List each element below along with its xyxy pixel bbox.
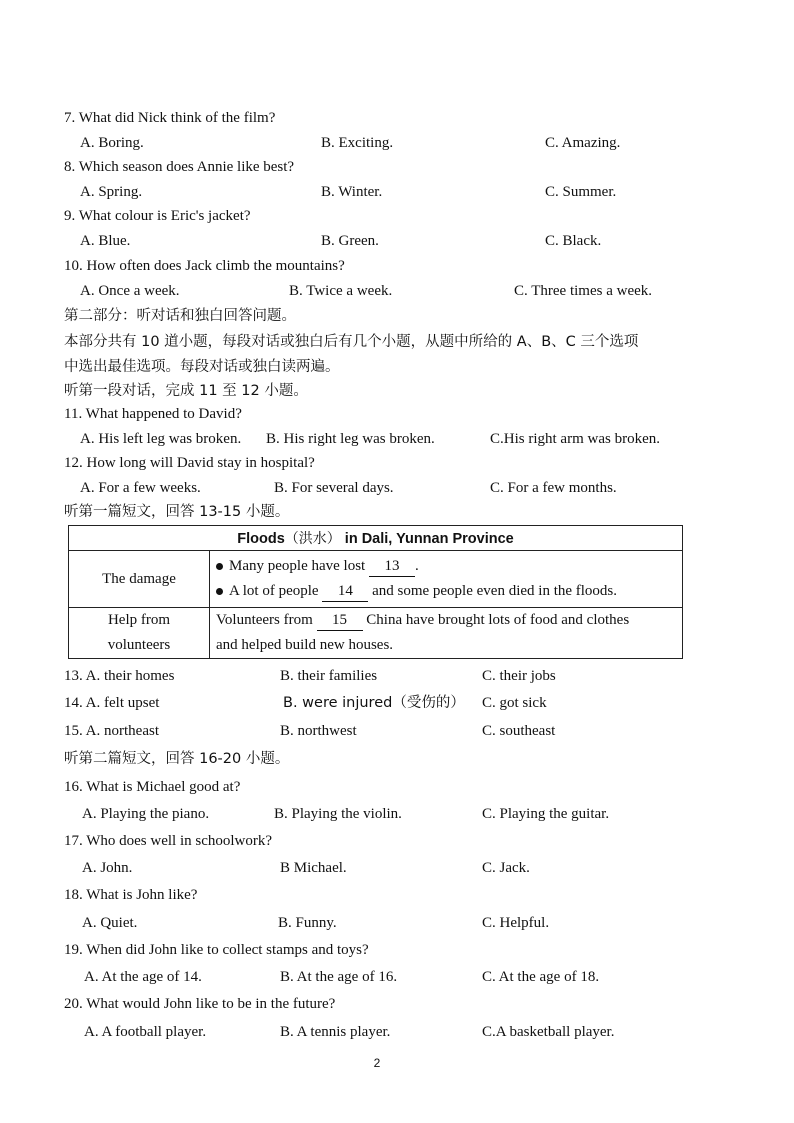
option-c: C. Summer.: [545, 184, 617, 200]
question-18: 18. What is John like?: [64, 887, 198, 903]
help-label: Help from volunteers: [69, 608, 210, 659]
option-a: A. A football player.: [84, 1024, 207, 1040]
question-16: 16. What is Michael good at?: [64, 779, 241, 795]
option-a: A. At the age of 14.: [84, 969, 202, 985]
blank-15: 15: [317, 610, 363, 631]
options-17: [0, 857, 794, 879]
question-9: 9. What colour is Eric's jacket?: [64, 208, 251, 224]
option-c: C. Jack.: [482, 860, 530, 876]
options-20: [0, 1021, 794, 1043]
bullet-icon: [216, 588, 223, 595]
options-19: [0, 966, 794, 988]
question-20: 20. What would John like to be in the future?: [64, 996, 336, 1012]
options-13: [0, 665, 794, 687]
section-instructions-1: 本部分共有 10 道小题，每段对话或独白后有几个小题，从题中所给的 A、B、C 三个选项: [64, 334, 639, 350]
options-8: [0, 181, 794, 203]
option-c: C. Playing the guitar.: [482, 806, 610, 822]
option-b: B. At the age of 16.: [280, 969, 398, 985]
damage-label: The damage: [69, 551, 210, 608]
question-11: 11. What happened to David?: [64, 406, 242, 422]
option-a: A. Blue.: [80, 233, 131, 249]
option-a: A. Spring.: [80, 184, 143, 200]
option-b: B. Playing the violin.: [274, 806, 402, 822]
page-number: 2: [373, 1056, 381, 1070]
option-a: A. Playing the piano.: [82, 806, 210, 822]
option-a: A. For a few weeks.: [80, 480, 201, 496]
bullet-icon: [216, 563, 223, 570]
question-19: 19. When did John like to collect stamps and toys?: [64, 942, 369, 958]
option-c: C. Black.: [545, 233, 602, 249]
option-b: B. were injured（受伤的）: [283, 695, 465, 711]
option-c: C. Amazing.: [545, 135, 621, 151]
section-heading: 第二部分：听对话和独白回答问题。: [64, 308, 296, 324]
dialogue-1-instructions: 听第一段对话，完成 11 至 12 小题。: [64, 383, 308, 399]
question-7: 7. What did Nick think of the film?: [64, 110, 276, 126]
options-15: [0, 720, 794, 742]
options-7: [0, 132, 794, 154]
option-a: 14. A. felt upset: [64, 695, 160, 711]
question-12: 12. How long will David stay in hospital?: [64, 455, 315, 471]
option-a: A. John.: [82, 860, 133, 876]
help-cell: Volunteers from 15 China have brought lots of food and clothes and helped build new houses.: [210, 608, 683, 659]
option-b: B. Winter.: [321, 184, 383, 200]
option-a: A. His left leg was broken.: [80, 431, 242, 447]
option-c: C. Helpful.: [482, 915, 550, 931]
option-b: B. Exciting.: [321, 135, 394, 151]
option-a: A. Boring.: [80, 135, 144, 151]
passage-2-instructions: 听第二篇短文，回答 16-20 小题。: [64, 751, 290, 767]
damage-cell: [210, 551, 683, 608]
option-c: C. Three times a week.: [514, 283, 653, 299]
passage-1-instructions: 听第一篇短文，回答 13-15 小题。: [64, 504, 290, 520]
option-c: C. At the age of 18.: [482, 969, 600, 985]
question-8: 8. Which season does Annie like best?: [64, 159, 295, 175]
option-a: A. Quiet.: [82, 915, 138, 931]
option-b: B. A tennis player.: [280, 1024, 391, 1040]
option-b: B. Twice a week.: [289, 283, 393, 299]
option-b: B. their families: [280, 668, 378, 684]
option-b: B. For several days.: [274, 480, 394, 496]
damage-bullet-1: Many people have lost 13 .: [216, 554, 676, 579]
option-c: C. For a few months.: [490, 480, 617, 496]
question-17: 17. Who does well in schoolwork?: [64, 833, 273, 849]
option-b: B. Funny.: [278, 915, 337, 931]
options-12: [0, 477, 794, 499]
options-14: [0, 692, 794, 714]
section-instructions-2: 中选出最佳选项。每段对话或独白读两遍。: [64, 359, 340, 375]
options-18: [0, 912, 794, 934]
damage-bullet-2: A lot of people 14 and some people even died in the floods.: [216, 579, 676, 604]
table-title: Floods（洪水） in Dali, Yunnan Province: [69, 526, 683, 551]
option-c: C. their jobs: [482, 668, 556, 684]
option-c: C.A basketball player.: [482, 1024, 615, 1040]
options-16: [0, 803, 794, 825]
options-11: [0, 428, 794, 450]
blank-14: 14: [322, 581, 368, 602]
option-a: A. Once a week.: [80, 283, 180, 299]
option-a: 15. A. northeast: [64, 723, 159, 739]
options-9: [0, 230, 794, 252]
options-10: [0, 280, 794, 302]
question-10: 10. How often does Jack climb the mountains?: [64, 258, 345, 274]
blank-13: 13: [369, 556, 415, 577]
option-a: 13. A. their homes: [64, 668, 175, 684]
option-b: B. Green.: [321, 233, 379, 249]
option-b: B Michael.: [280, 860, 347, 876]
option-c: C. got sick: [482, 695, 547, 711]
option-b: B. His right leg was broken.: [266, 431, 435, 447]
floods-table: [68, 525, 683, 659]
option-c: C. southeast: [482, 723, 556, 739]
option-c: C.His right arm was broken.: [490, 431, 660, 447]
option-b: B. northwest: [280, 723, 357, 739]
